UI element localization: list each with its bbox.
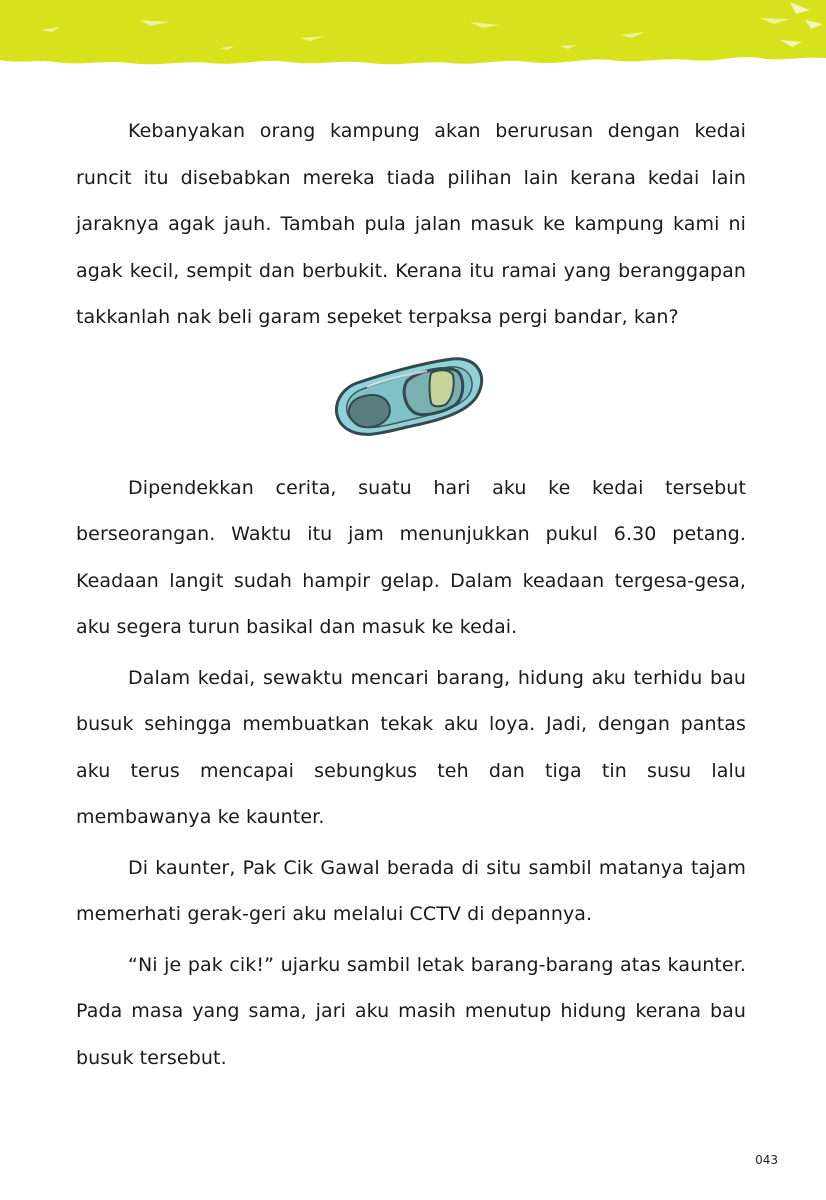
paragraph-3: Dalam kedai, sewaktu mencari barang, hidung aku terhidu bau busuk sehingga membuatkan tekak aku loya. Jadi, dengan pantas aku terus mencapai sebungkus teh dan tiga tin susu lalu membawanya ke kaunter. bbox=[76, 666, 746, 828]
paragraph-4: Di kaunter, Pak Cik Gawal berada di situ sambil matanya tajam memerhati gerak-geri aku melalui CCTV di depannya. bbox=[76, 856, 746, 925]
slipper-icon bbox=[327, 351, 487, 451]
paragraph-2: Dipendekkan cerita, suatu hari aku ke kedai tersebut berseorangan. Waktu itu jam menunjukkan pukul 6.30 petang. Keadaan langit sudah hampir gelap. Dalam keadaan tergesa-gesa, aku segera turun basikal dan masuk ke kedai. bbox=[76, 476, 746, 638]
header-brush-banner bbox=[0, 0, 826, 80]
paragraph-1: Kebanyakan orang kampung akan berurusan dengan kedai runcit itu disebabkan mereka tiada pilihan lain kerana kedai lain jaraknya agak jauh. Tambah pula jalan masuk ke kampung kami ni agak kecil, sempit dan berbukit. Kerana itu ramai yang beranggapan takkanlah nak beli garam sepeket terpaksa pergi bandar, kan? bbox=[76, 120, 746, 328]
paragraph-5: “Ni je pak cik!” ujarku sambil letak barang-barang atas kaunter. Pada masa yang sama, jari aku masih menutup hidung kerana bau busuk tersebut. bbox=[76, 953, 746, 1069]
story-text bbox=[76, 108, 746, 1081]
page-number: 043 bbox=[755, 1153, 778, 1167]
